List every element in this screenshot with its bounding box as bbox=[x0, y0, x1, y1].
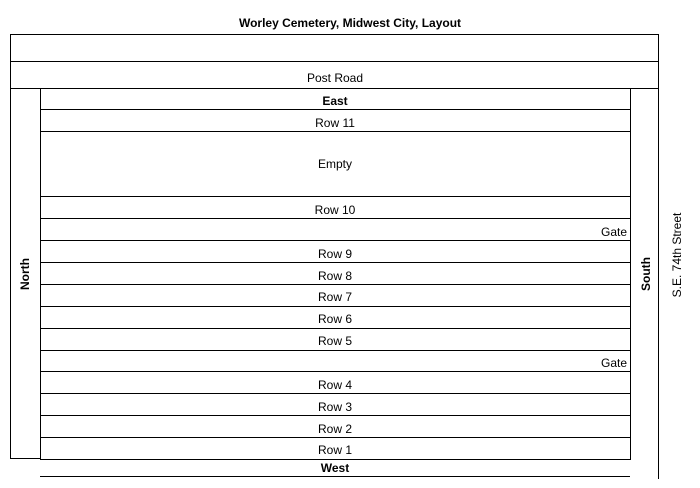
row-separator bbox=[40, 284, 630, 285]
row-label-row-4: Row 4 bbox=[317, 378, 353, 392]
north-label: North bbox=[18, 258, 32, 290]
row-separator bbox=[40, 240, 630, 241]
east-label: East bbox=[322, 94, 348, 108]
row-label-row-3: Row 3 bbox=[317, 400, 353, 414]
row-separator bbox=[40, 196, 630, 197]
outer-top-border bbox=[10, 34, 658, 35]
row-label-row-9: Row 9 bbox=[317, 247, 353, 261]
row-separator bbox=[40, 328, 630, 329]
row-separator bbox=[40, 350, 630, 351]
row-separator bbox=[40, 306, 630, 307]
row-separator bbox=[40, 459, 630, 460]
row-separator bbox=[40, 262, 630, 263]
row-separator bbox=[40, 109, 630, 110]
row-label-row-10: Row 10 bbox=[314, 203, 356, 217]
row-separator bbox=[40, 437, 630, 438]
row-label-row-8: Row 8 bbox=[317, 269, 353, 283]
row-label-row-7: Row 7 bbox=[317, 290, 353, 304]
north-strip-border bbox=[40, 88, 41, 460]
row-label-row-6: Row 6 bbox=[317, 312, 353, 326]
outer-right-border bbox=[658, 34, 659, 479]
row-label-row-2: Row 2 bbox=[317, 422, 353, 436]
post-road-bottom-line bbox=[10, 88, 658, 89]
empty-area-label: Empty bbox=[317, 157, 353, 171]
gate-label: Gate bbox=[600, 225, 627, 239]
post-road-top-line bbox=[10, 61, 658, 62]
south-strip-border bbox=[630, 88, 631, 460]
south-label: South bbox=[639, 257, 653, 291]
row-label-row-5: Row 5 bbox=[317, 334, 353, 348]
post-road-label: Post Road bbox=[306, 71, 364, 85]
row-separator bbox=[40, 131, 630, 132]
west-underline bbox=[40, 476, 630, 477]
se-74th-street-label: S.E. 74th Street bbox=[670, 212, 684, 298]
west-label: West bbox=[320, 461, 350, 475]
row-label-row-11: Row 11 bbox=[315, 116, 355, 130]
row-label-row-1: Row 1 bbox=[317, 443, 353, 457]
north-strip-bottom bbox=[10, 458, 40, 459]
row-separator bbox=[40, 218, 630, 219]
gate-label: Gate bbox=[600, 356, 627, 370]
row-separator bbox=[40, 415, 630, 416]
outer-left-border bbox=[10, 34, 11, 458]
row-separator bbox=[40, 371, 630, 372]
row-separator bbox=[40, 393, 630, 394]
page-title: Worley Cemetery, Midwest City, Layout bbox=[238, 16, 462, 30]
